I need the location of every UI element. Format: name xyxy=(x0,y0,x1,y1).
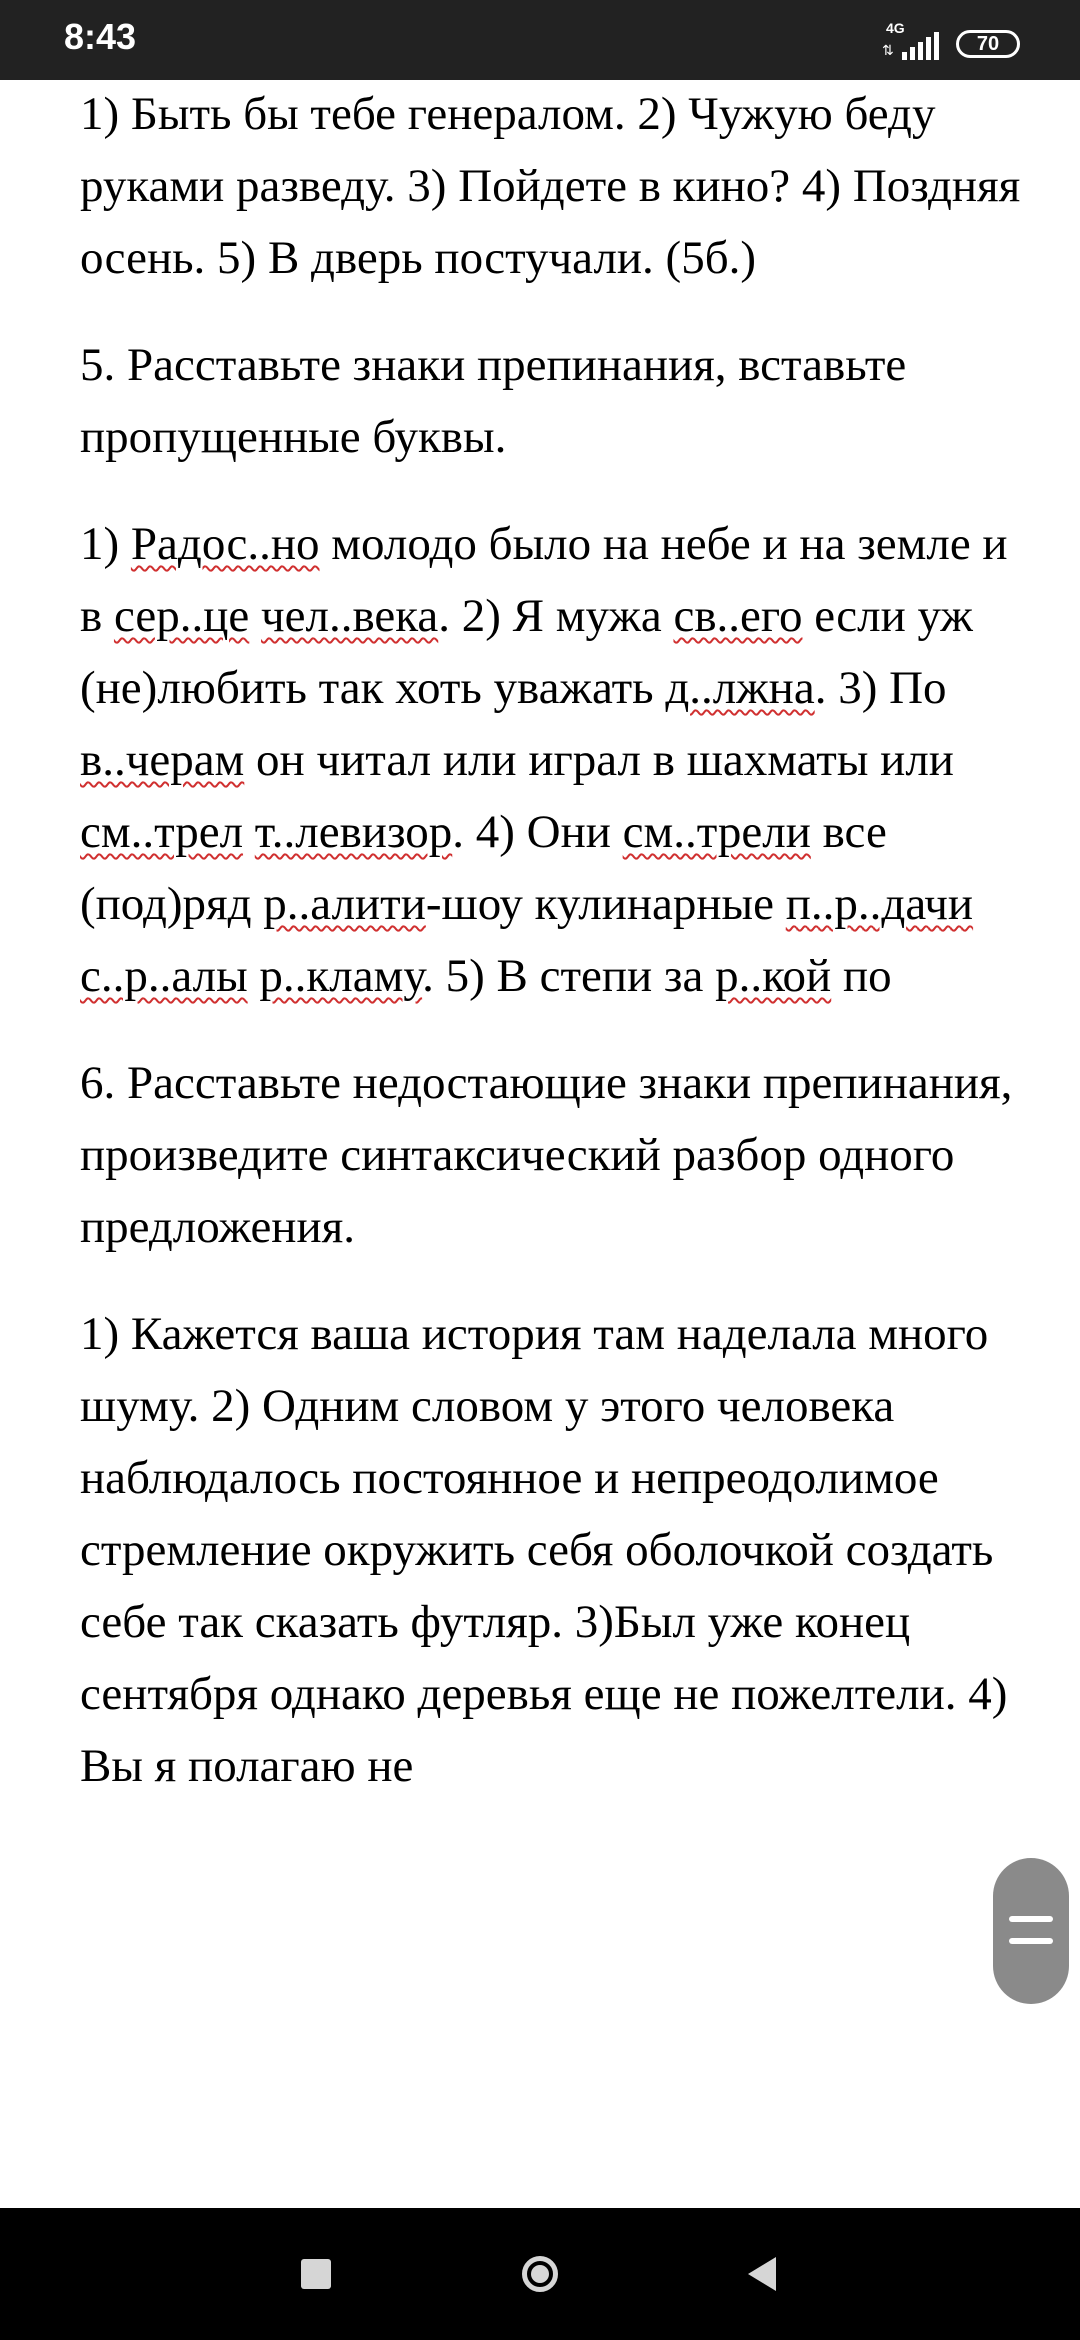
misspelled-word: Радос..но xyxy=(130,518,320,570)
status-icons xyxy=(882,20,1020,62)
signal-bars-icon xyxy=(902,32,939,60)
text-segment xyxy=(243,806,255,858)
paragraph-task4-examples xyxy=(80,78,1040,294)
misspelled-word: р..алити xyxy=(263,878,426,930)
text-segment xyxy=(249,590,261,642)
misspelled-word: см..трел xyxy=(80,806,244,858)
status-bar xyxy=(0,0,1080,80)
navigation-bar xyxy=(0,2208,1080,2340)
misspelled-word: чел..века xyxy=(261,590,439,642)
misspelled-word: см..трели xyxy=(622,806,811,858)
text-segment: . 2) Я мужа xyxy=(438,590,674,642)
signal-icon xyxy=(882,20,942,62)
text-segment: 1) Быть бы тебе генералом. 2) Чужую беду руками разведу. 3) Пойдете в кино? 4) Поздняя осень. 5) В дверь постучали. (5б.) xyxy=(80,88,1021,284)
paragraph-task5-sentences xyxy=(80,508,1040,1012)
text-segment: . 5) В степи за xyxy=(422,950,716,1002)
misspelled-word: в..черам xyxy=(80,734,245,786)
text-segment: он читал или играл в шахматы или xyxy=(244,734,954,786)
text-segment: молодо было на небе и на земле и в xyxy=(80,518,1008,642)
home-circle-icon xyxy=(522,2256,558,2292)
status-time: 8:43 xyxy=(64,16,137,57)
battery-level: 70 xyxy=(976,32,1000,55)
text-segment xyxy=(248,950,260,1002)
back-button[interactable] xyxy=(724,2236,800,2312)
battery-icon xyxy=(956,30,1020,58)
network-type-label: 4G xyxy=(886,20,905,36)
paragraph-task6-sentences xyxy=(80,1298,1040,1802)
text-segment: . 3) По xyxy=(814,662,947,714)
misspelled-word: т..левизор xyxy=(254,806,453,858)
document-text xyxy=(80,78,1040,1837)
recents-square-icon xyxy=(301,2259,331,2289)
paragraph-task6-heading xyxy=(80,1047,1040,1263)
misspelled-word: п..р..дачи xyxy=(785,878,974,930)
misspelled-word: д..лжна xyxy=(665,662,815,714)
text-segment: 5. Расставьте знаки препинания, вставьте пропущенные буквы. xyxy=(80,339,907,463)
back-triangle-icon xyxy=(748,2257,776,2291)
misspelled-word: с..р..алы xyxy=(80,950,248,1002)
text-segment: если уж (не)любить так хоть уважать xyxy=(80,590,973,714)
misspelled-word: р..кой xyxy=(715,950,832,1002)
misspelled-word: сер..це xyxy=(113,590,250,642)
drag-handle-icon[interactable] xyxy=(993,1858,1069,2004)
paragraph-task5-heading xyxy=(80,329,1040,473)
data-arrows-icon: ⇅ xyxy=(882,42,894,58)
text-segment: -шоу кулинарные xyxy=(425,878,786,930)
text-segment: 6. Расставьте недостающие знаки препинания, произведите синтаксический разбор одного предложения. xyxy=(80,1057,1013,1253)
home-button[interactable] xyxy=(502,2236,578,2312)
misspelled-word: р..кламу xyxy=(259,950,423,1002)
text-segment: 1) xyxy=(80,518,131,570)
text-segment: все (под)ряд xyxy=(80,806,887,930)
recents-button[interactable] xyxy=(278,2236,354,2312)
text-segment: по xyxy=(831,950,892,1002)
text-segment: . 4) Они xyxy=(452,806,623,858)
misspelled-word: св..его xyxy=(673,590,803,642)
text-segment: 1) Кажется ваша история там наделала много шуму. 2) Одним словом у этого человека наблюдалось постоянное и непреодолимое стремление окружить себя оболочкой создать себе так сказать футляр. 3)Был уже конец сентября однако деревья еще не пожелтели. 4) Вы я полагаю не xyxy=(80,1308,1008,1792)
